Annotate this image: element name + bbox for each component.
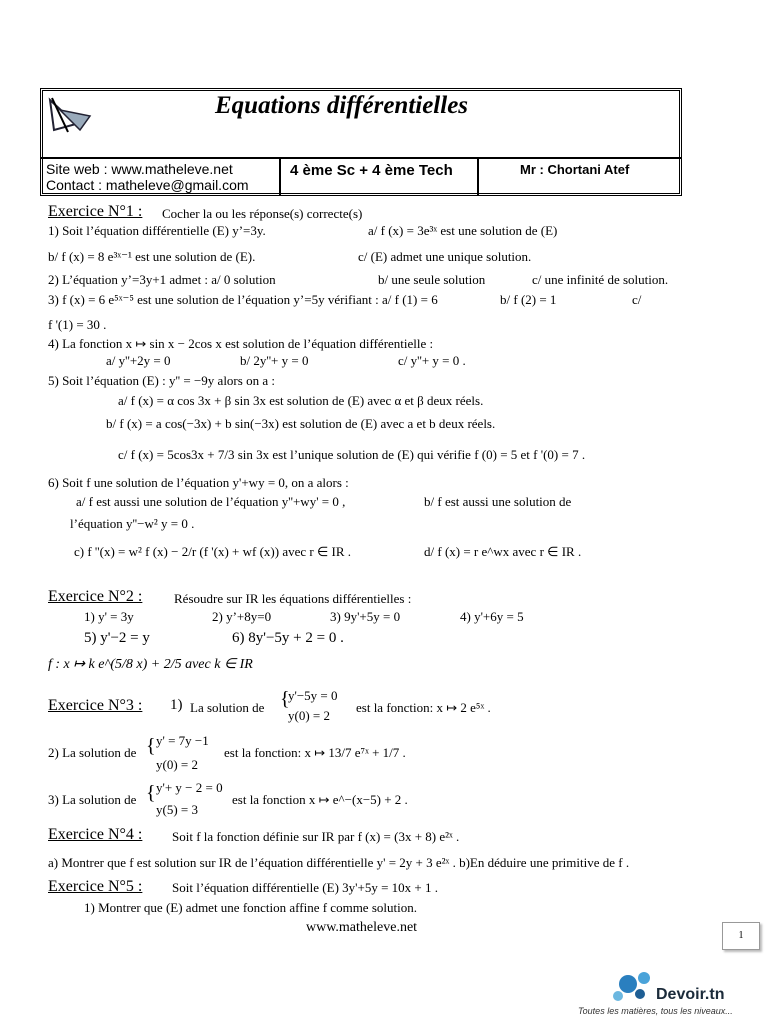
ex4-question: a) Montrer que f est solution sur IR de l’équation différentielle y' = 2y + 3 e²ˣ . b)En déduire une primitive de f . [48, 855, 630, 870]
ex1-q1-c: c/ (E) admet une unique solution. [358, 249, 532, 264]
ex1-q6: 6) Soit f une solution de l’équation y'+wy = 0, on a alors : [48, 475, 349, 490]
ex1-q4-a: a/ y''+2y = 0 [106, 353, 171, 368]
ex1-q3-c: c/ [632, 292, 642, 307]
ex1-q1-a: a/ f (x) = 3e³ˣ est une solution de (E) [368, 223, 558, 238]
page-title: Equations différentielles [215, 92, 469, 119]
ex3-q3-brace: { [146, 782, 156, 804]
exercise-1-title: Exercice N°1 : [48, 203, 143, 220]
ex2-eq5: 5) y'−2 = y [84, 630, 150, 646]
ex1-q4-b: b/ 2y''+ y = 0 [240, 353, 309, 368]
ex1-q2-b: b/ une seule solution [378, 272, 486, 287]
ex2-answer: f : x ↦ k e^(5/8 x) + 2/5 avec k ∈ IR [48, 657, 253, 672]
ex3-q2-brace: { [146, 735, 156, 757]
ex3-q3-label: 3) La solution de [48, 792, 137, 807]
ex3-q1-num: 1) [170, 697, 183, 713]
ex2-eq3: 3) 9y'+5y = 0 [330, 609, 401, 624]
ex1-q1: 1) Soit l’équation différentielle (E) y’=3y. [48, 223, 266, 238]
header-divider [40, 157, 682, 159]
ex3-q2-answer: est la fonction: x ↦ 13/7 e⁷ˣ + 1/7 . [224, 745, 406, 760]
ex3-q3-sys2: y(5) = 3 [156, 802, 198, 817]
teacher-name: Mr : Chortani Atef [520, 162, 630, 177]
ex1-q6-a: a/ f est aussi une solution de l’équation y''+wy' = 0 , [76, 494, 346, 509]
footer-website[interactable]: www.matheleve.net [306, 920, 418, 935]
ex1-q3: 3) f (x) = 6 e⁵ˣ⁻⁵ est une solution de l’équation y’=5y vérifiant : a/ f (1) = 6 [48, 292, 438, 307]
ex3-q2-sys1: y' = 7y −1 [156, 733, 209, 748]
ex1-q3-c-value: f '(1) = 30 . [48, 317, 107, 332]
ex3-q1-sys2: y(0) = 2 [288, 708, 330, 723]
page-number: 1 [722, 922, 760, 950]
header-divider-v1 [279, 157, 281, 196]
ex1-q3-b: b/ f (2) = 1 [500, 292, 557, 307]
contact-email[interactable]: Contact : matheleve@gmail.com [46, 177, 249, 193]
ex1-q6-d: d/ f (x) = r e^wx avec r ∈ IR . [424, 544, 582, 559]
ex1-q1-b: b/ f (x) = 8 e³ˣ⁻¹ est une solution de (E). [48, 249, 256, 264]
ex1-q2-c: c/ une infinité de solution. [532, 272, 669, 287]
ex1-q5-b: b/ f (x) = a cos(−3x) + b sin(−3x) est solution de (E) avec a et b deux réels. [106, 416, 496, 431]
ex3-q1-sys1: y'−5y = 0 [288, 688, 338, 703]
ex1-q6-b-cont: l’équation y''−w² y = 0 . [70, 516, 195, 531]
ex3-q1-answer: est la fonction: x ↦ 2 e⁵ˣ . [356, 700, 491, 715]
ex1-instruction: Cocher la ou les réponse(s) correcte(s) [162, 206, 363, 221]
ex1-q6-c: c) f ''(x) = w² f (x) − 2/r (f '(x) + wf (x)) avec r ∈ IR . [74, 544, 352, 559]
ex4-statement: Soit f la fonction définie sur IR par f (x) = (3x + 8) e²ˣ . [172, 829, 460, 844]
header-divider-v2 [477, 157, 479, 196]
geometry-logo-icon [46, 94, 94, 136]
ex5-statement: Soit l’équation différentielle (E) 3y'+5y = 10x + 1 . [172, 880, 438, 895]
ex1-q4: 4) La fonction x ↦ sin x − 2cos x est solution de l’équation différentielle : [48, 336, 434, 351]
ex2-eq6: 6) 8y'−5y + 2 = 0 . [232, 630, 344, 646]
ex5-question: 1) Montrer que (E) admet une fonction affine f comme solution. [84, 900, 417, 915]
exercise-4-title: Exercice N°4 : [48, 826, 143, 843]
ex1-q4-c: c/ y''+ y = 0 . [398, 353, 466, 368]
ex2-eq4: 4) y'+6y = 5 [460, 609, 524, 624]
ex1-q2: 2) L’équation y’=3y+1 admet : a/ 0 solution [48, 272, 276, 287]
devoir-brand: Devoir.tn [656, 986, 725, 1003]
site-web[interactable]: Site web : www.matheleve.net [46, 161, 233, 177]
class-level: 4 ème Sc + 4 ème Tech [290, 162, 453, 179]
ex3-q1-label: La solution de [190, 700, 265, 715]
ex3-q3-answer: est la fonction x ↦ e^−(x−5) + 2 . [232, 792, 408, 807]
devoir-tagline: Toutes les matières, tous les niveaux... [578, 1006, 733, 1016]
exercise-2-title: Exercice N°2 : [48, 588, 143, 605]
ex3-q2-sys2: y(0) = 2 [156, 757, 198, 772]
ex3-q2-label: 2) La solution de [48, 745, 137, 760]
exercise-3-title: Exercice N°3 : [48, 697, 143, 714]
ex2-eq2: 2) y’+8y=0 [212, 609, 272, 624]
ex2-eq1: 1) y' = 3y [84, 609, 134, 624]
ex1-q5-a: a/ f (x) = α cos 3x + β sin 3x est solution de (E) avec α et β deux réels. [118, 393, 484, 408]
ex1-q5-c: c/ f (x) = 5cos3x + 7/3 sin 3x est l’unique solution de (E) qui vérifie f (0) = 5 et f '(0) = 7 . [118, 447, 586, 462]
ex1-q5: 5) Soit l’équation (E) : y'' = −9y alors on a : [48, 373, 275, 388]
ex3-q1-brace: { [280, 688, 290, 710]
ex1-q6-b: b/ f est aussi une solution de [424, 494, 572, 509]
ex3-q3-sys1: y'+ y − 2 = 0 [156, 780, 223, 795]
exercise-5-title: Exercice N°5 : [48, 878, 143, 895]
ex2-instruction: Résoudre sur IR les équations différentielles : [174, 591, 412, 606]
